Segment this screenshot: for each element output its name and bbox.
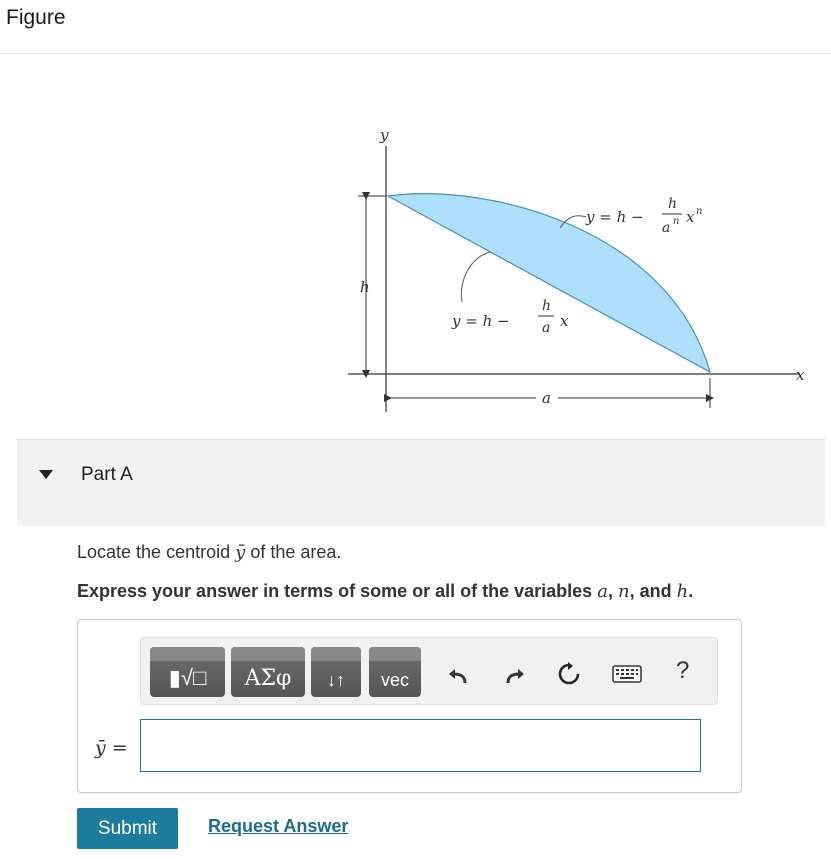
line-eq-var: x [560,312,569,330]
vec-button[interactable]: vec [369,647,421,697]
instruction-text: Express your answer in terms of some or all of the variables a, n, and h. [77,581,694,602]
curve-eq-den-sup: n [673,216,680,227]
width-label: a [542,389,551,407]
curve-eq-prefix: y = h − [586,208,644,226]
curve-eq-den: a [662,220,671,236]
math-toolbar [140,637,718,705]
keyboard-icon[interactable] [611,660,643,688]
divider [0,53,831,54]
help-button[interactable]: ? [676,657,690,684]
answer-label: ȳ = [95,737,128,759]
line-eq-den: a [542,320,551,336]
height-label: h [360,278,370,296]
figure-title: Figure [6,6,66,29]
x-axis-label: x [796,366,805,384]
templates-button[interactable]: ▮√□ [150,647,225,697]
centroid-symbol: ȳ [235,542,246,563]
figure-diagram [340,120,820,420]
submit-button[interactable]: Submit [77,808,178,849]
curve-eq-num: h [668,196,678,212]
redo-icon[interactable] [501,660,529,688]
answer-box [77,619,742,793]
request-answer-link[interactable]: Request Answer [208,816,349,836]
reset-icon[interactable] [555,660,583,688]
y-axis-label: y [380,126,389,144]
answer-input[interactable] [140,719,701,772]
part-a-header[interactable] [17,439,825,526]
curve-eq-var-sup: n [696,206,703,217]
curve-eq-var: x [686,208,695,226]
line-eq-prefix: y = h − [452,312,510,330]
caret-down-icon[interactable] [39,470,53,479]
line-eq-num: h [542,298,552,314]
symbols-button[interactable]: ΑΣφ [231,647,305,697]
undo-icon[interactable] [444,660,472,688]
part-title: Part A [81,464,133,485]
arrows-button[interactable]: ↓↑ [311,647,361,697]
question-text: Locate the centroid ȳ of the area. [77,542,342,563]
